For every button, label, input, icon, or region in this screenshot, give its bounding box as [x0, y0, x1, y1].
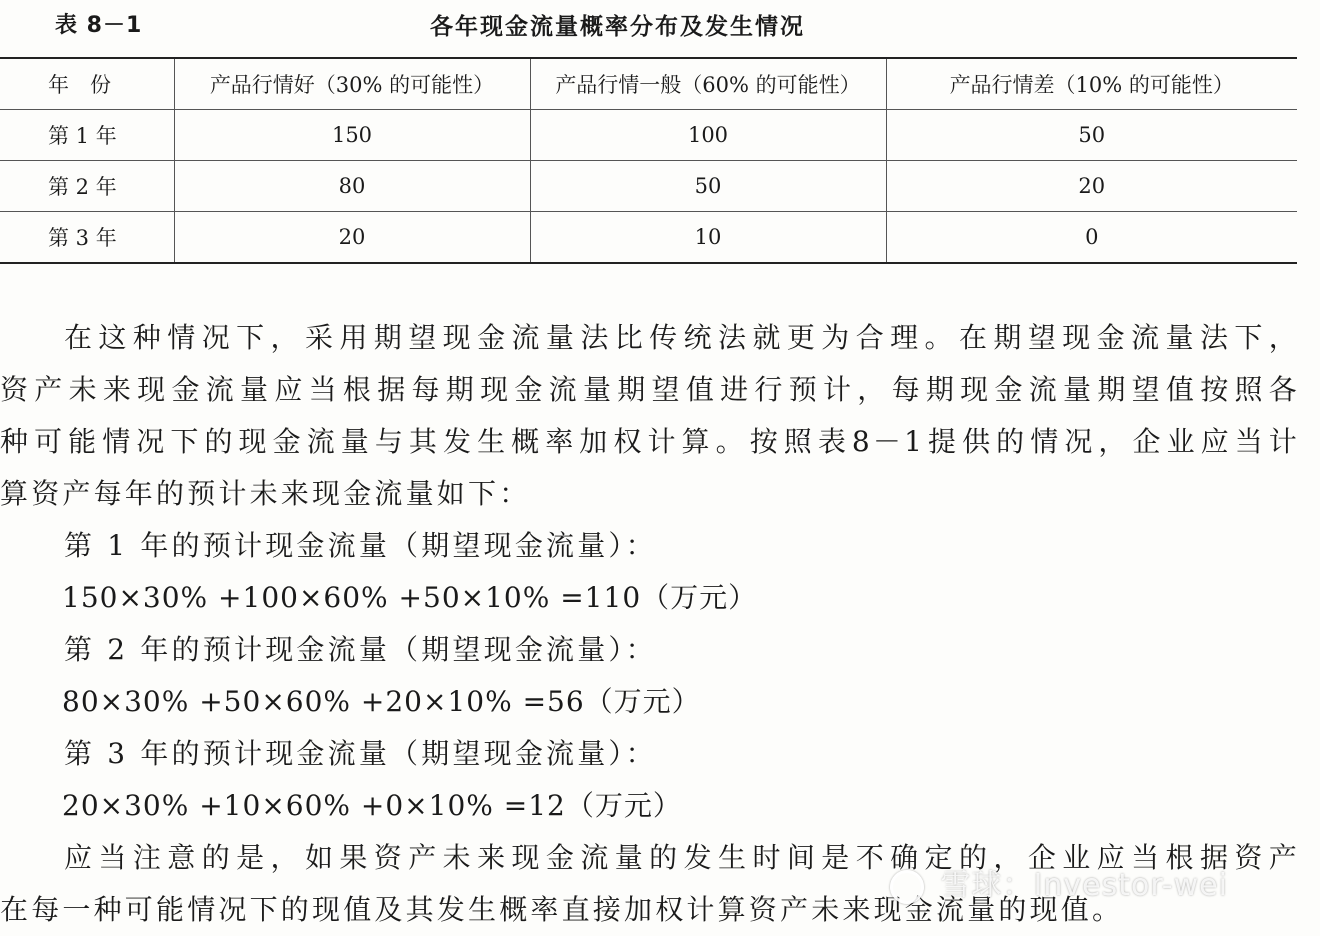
year3-formula: 20×30% +10×60% +0×10% =12（万元） — [62, 789, 682, 822]
year2-formula: 80×30% +50×60% +20×10% =56（万元） — [62, 685, 701, 718]
cell-year: 第 2 年 — [0, 161, 174, 212]
cell-bad: 50 — [886, 110, 1297, 161]
body-text — [0, 312, 1300, 936]
paragraph-line: 种可能情况下的现金流量与其发生概率加权计算。按照表8－1提供的情况，企业应当计 — [0, 425, 1300, 458]
paragraph-line: 算资产每年的预计未来现金流量如下： — [0, 477, 531, 510]
cell-year: 第 3 年 — [0, 212, 174, 264]
paragraph-line: 在这种情况下，采用期望现金流量法比传统法就更为合理。在期望现金流量法下， — [64, 321, 1300, 354]
header-normal: 产品行情一般（60% 的可能性） — [530, 58, 886, 110]
cell-year: 第 1 年 — [0, 110, 174, 161]
cell-good: 20 — [174, 212, 530, 264]
table-row — [0, 110, 1297, 161]
cash-flow-table — [0, 57, 1297, 264]
year1-heading: 第 1 年的预计现金流量（期望现金流量）： — [64, 529, 657, 562]
table-row — [0, 161, 1297, 212]
paragraph-line: 资产未来现金流量应当根据每期现金流量期望值进行预计，每期现金流量期望值按照各 — [0, 373, 1300, 406]
header-good: 产品行情好（30% 的可能性） — [174, 58, 530, 110]
cell-normal: 50 — [530, 161, 886, 212]
cell-bad: 0 — [886, 212, 1297, 264]
watermark-text: 雪球：Investor-wei — [940, 868, 1228, 903]
paragraph-line: 在每一种可能情况下的现值及其发生概率直接加权计算资产未来现金流量的现值。 — [0, 893, 1124, 926]
cell-good: 150 — [174, 110, 530, 161]
header-bad: 产品行情差（10% 的可能性） — [886, 58, 1297, 110]
cell-normal: 10 — [530, 212, 886, 264]
year1-formula: 150×30% +100×60% +50×10% =110（万元） — [62, 581, 758, 614]
table-row — [0, 212, 1297, 264]
cell-bad: 20 — [886, 161, 1297, 212]
cell-normal: 100 — [530, 110, 886, 161]
table-header-row — [0, 58, 1297, 110]
table-number: 表 8－1 — [55, 13, 143, 38]
year2-heading: 第 2 年的预计现金流量（期望现金流量）： — [64, 633, 657, 666]
year3-heading: 第 3 年的预计现金流量（期望现金流量）： — [64, 737, 657, 770]
watermark — [890, 860, 1228, 904]
paragraph-line: 应当注意的是，如果资产未来现金流量的发生时间是不确定的，企业应当根据资产 — [64, 841, 1300, 874]
cell-good: 80 — [174, 161, 530, 212]
snowball-logo-icon — [890, 870, 924, 904]
header-year: 年 份 — [0, 58, 174, 110]
table-title: 各年现金流量概率分布及发生情况 — [430, 14, 805, 40]
